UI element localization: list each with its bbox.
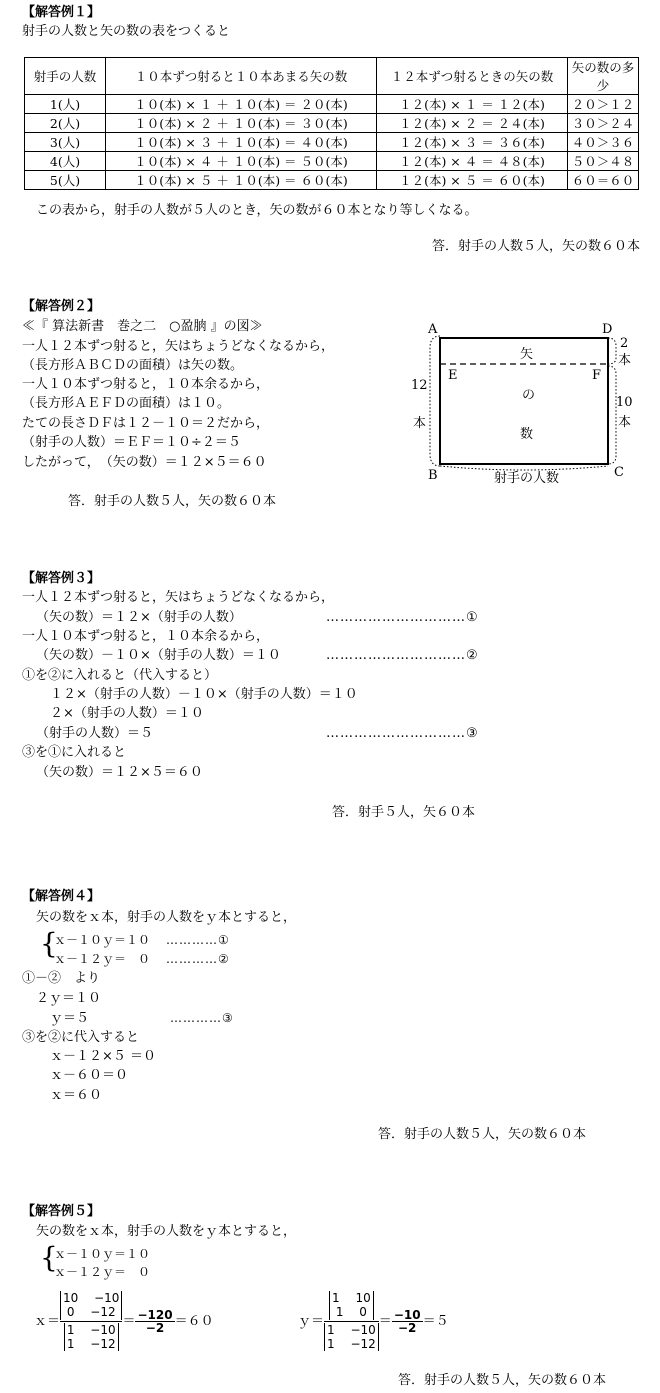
table-cell: 1(人) — [25, 95, 106, 114]
ex2-line: （射手の人数）＝ＥＦ＝１０÷２＝５ — [22, 435, 241, 450]
label-no: の — [522, 388, 536, 403]
fraction-bar — [60, 1321, 122, 1322]
det-row: 10 −10 — [63, 1290, 120, 1305]
ex5-heading: 【解答例５】 — [22, 1204, 101, 1219]
ex3-line: １２×（射手の人数）－１０×（射手の人数）＝１０ — [50, 687, 358, 702]
table-cell: １２(本) × ３ ＝ ３６(本) — [377, 133, 568, 152]
table-cell: 5(人) — [25, 171, 106, 190]
ex2-line: 一人１２本ずつ射ると，矢はちょうどなくなるから， — [22, 339, 335, 354]
label-e: E — [448, 368, 458, 383]
det-row: 1 −12 — [66, 1336, 116, 1351]
ex5-eq1: ｘ－１０ｙ＝１０ — [54, 1247, 151, 1261]
denominator: −2 — [145, 1320, 165, 1335]
y-lhs: ｙ＝ — [298, 1313, 325, 1329]
y-formula — [298, 1290, 449, 1352]
ex4-dots: …………② — [166, 952, 230, 966]
ex2-line: ≪『 算法新書 巻之二 ○盈朒 』の図≫ — [22, 319, 263, 334]
ex3-dots: …………………………① — [326, 610, 479, 625]
label-right-num: 10 — [616, 395, 633, 410]
table-cell: １０(本) × ４ ＋ １０(本) ＝ ５０(本) — [106, 152, 377, 171]
ex4-line: ２ｙ＝１０ — [36, 991, 102, 1006]
table-cell: １２(本) × １ ＝ １２(本) — [377, 95, 568, 114]
table-header: １０本ずつ射ると１０本あまる矢の数 — [106, 58, 377, 95]
table-cell: ２０＞１２ — [568, 95, 639, 114]
numerator: −10 — [393, 1307, 421, 1322]
equals-sign: ＝ — [122, 1313, 136, 1329]
label-ya: 矢 — [520, 347, 534, 362]
label-right-top-num: 2 — [620, 336, 629, 351]
table-header-row — [25, 58, 639, 95]
x-det-num — [60, 1291, 122, 1320]
y-result: ＝５ — [422, 1313, 449, 1329]
table-cell: ３０＞２４ — [568, 114, 639, 133]
ex4-line: ｘ－１２×５ ＝０ — [50, 1049, 157, 1064]
x-result: ＝６０ — [174, 1313, 214, 1329]
ex2-line: （長方形ＡＥＦＤの面積）は１０。 — [22, 396, 231, 411]
x-det-den — [64, 1323, 119, 1352]
y-det-fraction — [324, 1291, 379, 1352]
ex2-heading: 【解答例２】 — [22, 299, 101, 314]
denominator: −2 — [397, 1320, 417, 1335]
table-cell: ４０＞３６ — [568, 133, 639, 152]
table-cell: １２(本) × ４ ＝ ４８(本) — [377, 152, 568, 171]
table-cell: 4(人) — [25, 152, 106, 171]
det-row: 1 10 — [332, 1290, 371, 1305]
ex3-line: 一人１２本ずつ射ると，矢はちょうどなくなるから， — [22, 590, 335, 605]
ex5-answer: 答．射手の人数５人，矢の数６０本 — [398, 1373, 607, 1388]
ex2-answer: 答．射手の人数５人，矢の数６０本 — [68, 494, 277, 509]
table-row — [25, 171, 639, 190]
ex4-eq2: ｘ－１２ｙ＝ ０ — [54, 952, 151, 966]
table-header: １２本ずつ射るときの矢の数 — [377, 58, 568, 95]
y-det-num — [329, 1291, 374, 1320]
det-row: 1 −12 — [327, 1336, 376, 1351]
ex4-heading: 【解答例４】 — [22, 889, 101, 904]
ex3-answer: 答．射手５人，矢６０本 — [332, 805, 476, 820]
det-row: 1 0 — [335, 1305, 367, 1320]
ex1-intro: 射手の人数と矢の数の表をつくると — [22, 24, 231, 39]
det-row: 1 −10 — [66, 1322, 116, 1337]
ex2-line: たての長さＤＦは１２－１０＝２だから， — [22, 416, 270, 431]
ex3-line: （矢の数）＝１２×（射手の人数） — [36, 610, 242, 625]
ex3-line: （矢の数）＝１２×５＝６０ — [36, 765, 203, 780]
brace-icon: { — [40, 1241, 58, 1274]
label-kazu: 数 — [520, 427, 534, 442]
ex2-line: 一人１０本ずつ射ると，１０本余るから， — [22, 377, 270, 392]
table-row — [25, 133, 639, 152]
table-cell: 2(人) — [25, 114, 106, 133]
rectangle-diagram — [400, 318, 650, 493]
ex3-heading: 【解答例３】 — [22, 571, 101, 586]
ex1-answer: 答．射手の人数５人，矢の数６０本 — [431, 239, 640, 254]
equals-sign: ＝ — [378, 1313, 392, 1329]
table-cell: １２(本) × ２ ＝ ２４(本) — [377, 114, 568, 133]
table-cell: １０(本) × ３ ＋ １０(本) ＝ ４０(本) — [106, 133, 377, 152]
table-cell: 3(人) — [25, 133, 106, 152]
table-header: 矢の数の多少 — [568, 58, 639, 95]
det-row: 1 −10 — [327, 1322, 376, 1337]
table-cell: １２(本) × ５ ＝ ６０(本) — [377, 171, 568, 190]
table-header: 射手の人数 — [25, 58, 106, 95]
label-d: D — [602, 322, 613, 337]
label-left-unit: 本 — [413, 416, 427, 431]
label-f: F — [592, 368, 602, 383]
y-det-den — [324, 1323, 379, 1352]
x-lhs: ｘ＝ — [34, 1313, 61, 1329]
brace-icon: { — [40, 927, 58, 960]
ex4-line: ③を②に代入すると — [22, 1030, 140, 1045]
ex4-answer: 答．射手の人数５人，矢の数６０本 — [378, 1127, 587, 1142]
label-left-num: 12 — [411, 378, 428, 393]
ex2-line: したがって， （矢の数）＝１２×５＝６０ — [22, 455, 267, 470]
ex3-line: （矢の数）－１０×（射手の人数）＝１０ — [36, 648, 281, 663]
ex3-line: ①を②に入れると（代入すると） — [22, 668, 218, 683]
table-row — [25, 152, 639, 171]
table-cell: ５０＞４８ — [568, 152, 639, 171]
ex4-dots: …………① — [166, 933, 230, 947]
table-row — [25, 114, 639, 133]
table-cell: １０(本) × １ ＋ １０(本) ＝ ２０(本) — [106, 95, 377, 114]
label-a: A — [428, 322, 438, 337]
x-formula — [34, 1290, 214, 1352]
label-c: C — [614, 465, 624, 480]
ex4-line: ｘ＝６０ — [50, 1088, 103, 1103]
ex4-dots: …………③ — [170, 1011, 234, 1025]
table-cell: １０(本) × ５ ＋ １０(本) ＝ ６０(本) — [106, 171, 377, 190]
label-right-unit: 本 — [618, 415, 632, 430]
table-cell: ６０＝６０ — [568, 171, 639, 190]
table-row — [25, 95, 639, 114]
y-simple-fraction — [392, 1309, 423, 1334]
ex4-line: ｙ＝５ — [50, 1011, 90, 1026]
ex5-intro: 矢の数をｘ本，射手の人数をｙ本とすると， — [36, 1224, 297, 1239]
ex1-conclusion: この表から，射手の人数が５人のとき，矢の数が６０本となり等しくなる。 — [36, 203, 478, 218]
fraction-bar — [324, 1321, 379, 1322]
ex3-line: ２×（射手の人数）＝１０ — [50, 706, 204, 721]
ex1-table — [24, 57, 639, 190]
x-simple-fraction — [135, 1309, 174, 1334]
ex4-intro: 矢の数をｘ本，射手の人数をｙ本とすると， — [36, 910, 297, 925]
ex4-line: ①－② より — [22, 971, 101, 986]
ex2-line: （長方形ＡＢＣＤの面積）は矢の数。 — [22, 358, 244, 373]
numerator: −120 — [137, 1307, 173, 1322]
label-bottom: 射手の人数 — [494, 471, 560, 486]
table-cell: １０(本) × ２ ＋ １０(本) ＝ ３０(本) — [106, 114, 377, 133]
ex3-line: 一人１０本ずつ射ると，１０本余るから， — [22, 629, 270, 644]
ex4-eq1: ｘ－１０ｙ＝１０ — [54, 933, 151, 947]
label-b: B — [428, 468, 438, 483]
label-right-top-unit: 本 — [618, 353, 632, 368]
det-row: 0 −12 — [66, 1305, 116, 1320]
ex1-heading: 【解答例１】 — [22, 5, 101, 20]
ex3-dots: …………………………② — [326, 648, 479, 663]
ex3-line: ③を①に入れると — [22, 745, 127, 760]
ex4-line: ｘ－６０＝０ — [50, 1068, 129, 1083]
ex5-eq2: ｘ－１２ｙ＝ ０ — [54, 1265, 151, 1279]
ex3-line: （射手の人数）＝５ — [36, 726, 154, 741]
ex3-dots: …………………………③ — [326, 726, 479, 741]
x-det-fraction — [60, 1291, 122, 1352]
